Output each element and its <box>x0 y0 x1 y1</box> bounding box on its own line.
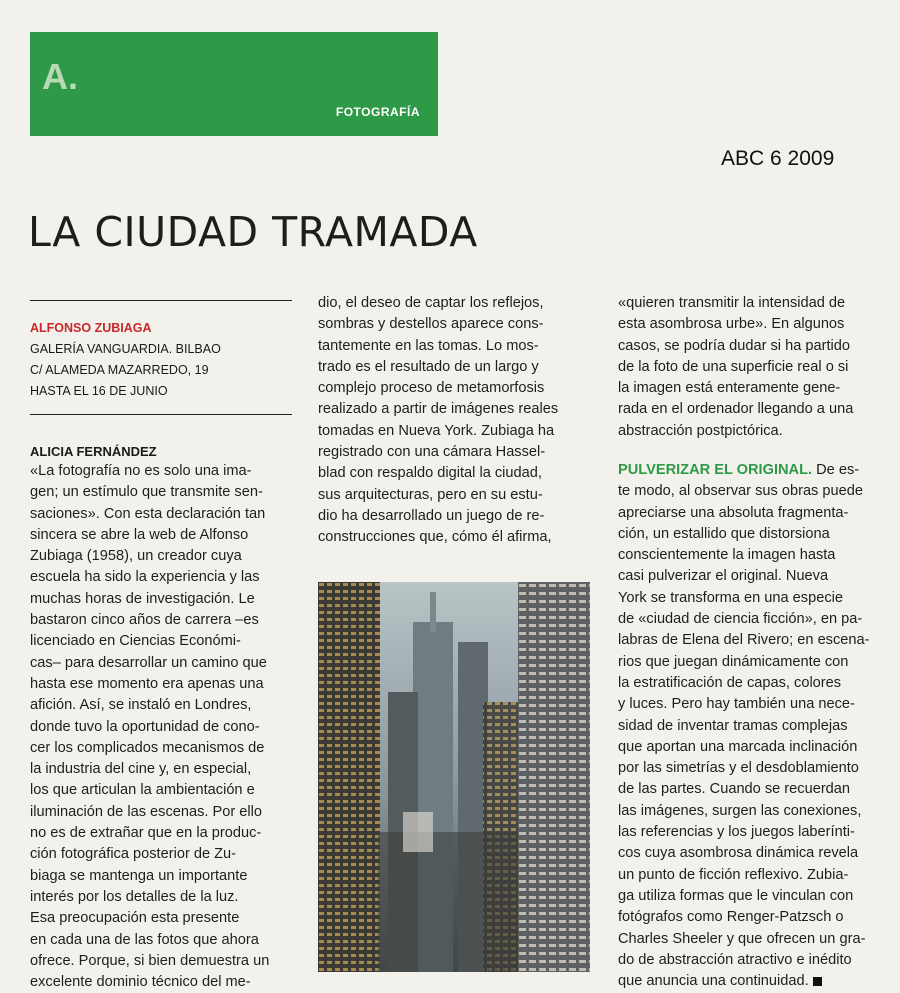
column-3-line: sidad de inventar tramas complejas <box>618 717 848 734</box>
column-1-line: bastaron cinco años de carrera –es <box>30 612 259 629</box>
column-1-line: iluminación de las escenas. Por ello <box>30 803 263 820</box>
column-2-line: sombras y destellos aparece cons- <box>318 316 544 333</box>
column-3-line: esta asombrosa urbe». En algunos <box>618 316 845 333</box>
subhead-line-rest: De es- <box>812 462 860 478</box>
column-3-line: apreciarse una absoluta fragmenta- <box>618 504 849 521</box>
column-3-line: rada en el ordenador llegando a una <box>618 401 854 418</box>
column-1-line: sincera se abre la web de Alfonso <box>30 526 249 543</box>
column-3-line: de las partes. Cuando se recuerdan <box>618 781 851 798</box>
column-3-line: casi pulverizar el original. Nueva <box>618 568 829 585</box>
column-3-line: fotógrafos como Renger-Patzsch o <box>618 909 844 926</box>
column-3-line: y luces. Pero hay también una nece- <box>618 696 855 713</box>
exhibit-dates: HASTA EL 16 DE JUNIO <box>30 384 168 398</box>
column-1-line: ofrece. Porque, si bien demuestra un <box>30 952 270 969</box>
city-photograph-image <box>318 582 590 972</box>
column-1-line: Zubiaga (1958), un creador cuya <box>30 548 242 565</box>
handwritten-date-note: ABC 6 2009 <box>721 147 835 170</box>
column-2-line: tantemente en las tomas. Lo mos- <box>318 337 539 354</box>
column-3-line: York se transforma en una especie <box>618 589 843 606</box>
column-1-line: los que articulan la ambientación e <box>30 782 255 799</box>
column-3-line: te modo, al observar sus obras puede <box>618 483 863 500</box>
column-2-line: blad con respaldo digital la ciudad, <box>318 465 542 482</box>
column-3-line: do de abstracción atractivo e inédito <box>618 951 852 968</box>
article-column-1 <box>30 461 269 993</box>
column-3-line: casos, se podría dudar si ha partido <box>618 337 851 354</box>
column-2-line: complejo proceso de metamorfosis <box>318 380 545 397</box>
column-2-line: tomadas en Nueva York. Zubiaga ha <box>318 422 555 439</box>
divider-top <box>30 300 292 301</box>
column-1-line: licenciado en Ciencias Económi- <box>30 633 241 650</box>
column-1-line: cer los complicados mecanismos de <box>30 739 265 756</box>
article-headline: LA CIUDAD TRAMADA <box>28 208 478 256</box>
column-3-line: conscientemente la imagen hasta <box>618 547 836 564</box>
column-3-line: abstracción postpictórica. <box>618 422 783 439</box>
subhead-line <box>618 460 870 481</box>
section-label: FOTOGRAFÍA <box>335 105 420 119</box>
column-1-line: gen; un estímulo que transmite sen- <box>30 484 263 501</box>
column-3-line: que aportan una marcada inclinación <box>618 738 858 755</box>
exhibit-gallery: GALERÍA VANGUARDIA. BILBAO <box>30 342 221 356</box>
column-2-line: trado es el resultado de un largo y <box>318 358 539 375</box>
article-column-3-bottom <box>618 460 870 992</box>
column-1-line: interés por los detalles de la luz. <box>30 888 239 905</box>
column-2-line: dio, el deseo de captar los reflejos, <box>318 295 544 311</box>
column-3-line: de «ciudad de ciencia ficción», en pa- <box>618 611 863 628</box>
column-1-line: biaga se mantenga un importante <box>30 867 248 884</box>
article-subhead: PULVERIZAR EL ORIGINAL. <box>618 462 813 478</box>
city-photograph <box>318 582 590 972</box>
column-3-line: por las simetrías y el desdoblamiento <box>618 760 859 777</box>
column-1-line: «La fotografía no es solo una ima- <box>30 463 252 479</box>
column-3-line: un punto de ficción reflexivo. Zubia- <box>618 866 849 883</box>
column-1-line: escuela ha sido la experiencia y las <box>30 569 260 586</box>
column-1-line: la industria del cine y, en especial, <box>30 761 252 778</box>
column-3-line: la imagen está enteramente gene- <box>618 380 841 397</box>
column-3-line: ga utiliza formas que le vinculan con <box>618 887 854 904</box>
section-header-band <box>30 32 438 136</box>
column-1-line: hasta ese momento era apenas una <box>30 675 264 692</box>
column-2-line: registrado con una cámara Hassel- <box>318 444 546 461</box>
column-2-line: dio ha desarrollado un juego de re- <box>318 507 545 524</box>
column-2-line: realizado a partir de imágenes reales <box>318 401 559 418</box>
column-3-line: la estratificación de capas, colores <box>618 674 842 691</box>
author-byline: ALICIA FERNÁNDEZ <box>30 444 157 459</box>
column-3-line: las imágenes, surgen las conexiones, <box>618 802 862 819</box>
article-column-2 <box>318 293 558 549</box>
column-3-line: «quieren transmitir la intensidad de <box>618 295 846 311</box>
column-3-line: que anuncia una continuidad. <box>618 971 870 992</box>
article-column-3-top <box>618 293 853 442</box>
column-1-line: donde tuvo la oportunidad de cono- <box>30 718 260 735</box>
end-of-article-mark <box>813 977 822 986</box>
column-3-line: cos cuya asombrosa dinámica revela <box>618 845 859 862</box>
column-3-line: ción, un estallido que distorsiona <box>618 525 830 542</box>
column-1-line: no es de extrañar que en la produc- <box>30 825 262 842</box>
column-1-line: Esa preocupación esta presente <box>30 910 240 927</box>
section-letter: A. <box>42 56 78 97</box>
column-1-line: cas– para desarrollar un camino que <box>30 654 267 671</box>
exhibit-artist: ALFONSO ZUBIAGA <box>30 321 152 335</box>
divider-bottom <box>30 414 292 415</box>
column-3-line: labras de Elena del Rivero; en escena- <box>618 632 870 649</box>
column-2-line: sus arquitecturas, pero en su estu- <box>318 486 543 503</box>
column-3-line: Charles Sheeler y que ofrecen un gra- <box>618 930 866 947</box>
exhibit-address: C/ ALAMEDA MAZARREDO, 19 <box>30 363 209 377</box>
column-1-line: saciones». Con esta declaración tan <box>30 505 266 522</box>
column-3-line: rios que juegan dinámicamente con <box>618 653 849 670</box>
column-1-line: ción fotográfica posterior de Zu- <box>30 846 237 863</box>
column-2-line: construcciones que, cómo él afirma, <box>318 529 552 546</box>
column-1-line: excelente dominio técnico del me- <box>30 974 251 991</box>
exhibition-info <box>30 318 292 402</box>
column-3-line: de la foto de una superficie real o si <box>618 358 849 375</box>
column-1-line: en cada una de las fotos que ahora <box>30 931 259 948</box>
column-3-line: las referencias y los juegos laberínti- <box>618 824 855 841</box>
column-1-line: afición. Así, se instaló en Londres, <box>30 697 252 714</box>
column-1-line: muchas horas de investigación. Le <box>30 590 255 607</box>
